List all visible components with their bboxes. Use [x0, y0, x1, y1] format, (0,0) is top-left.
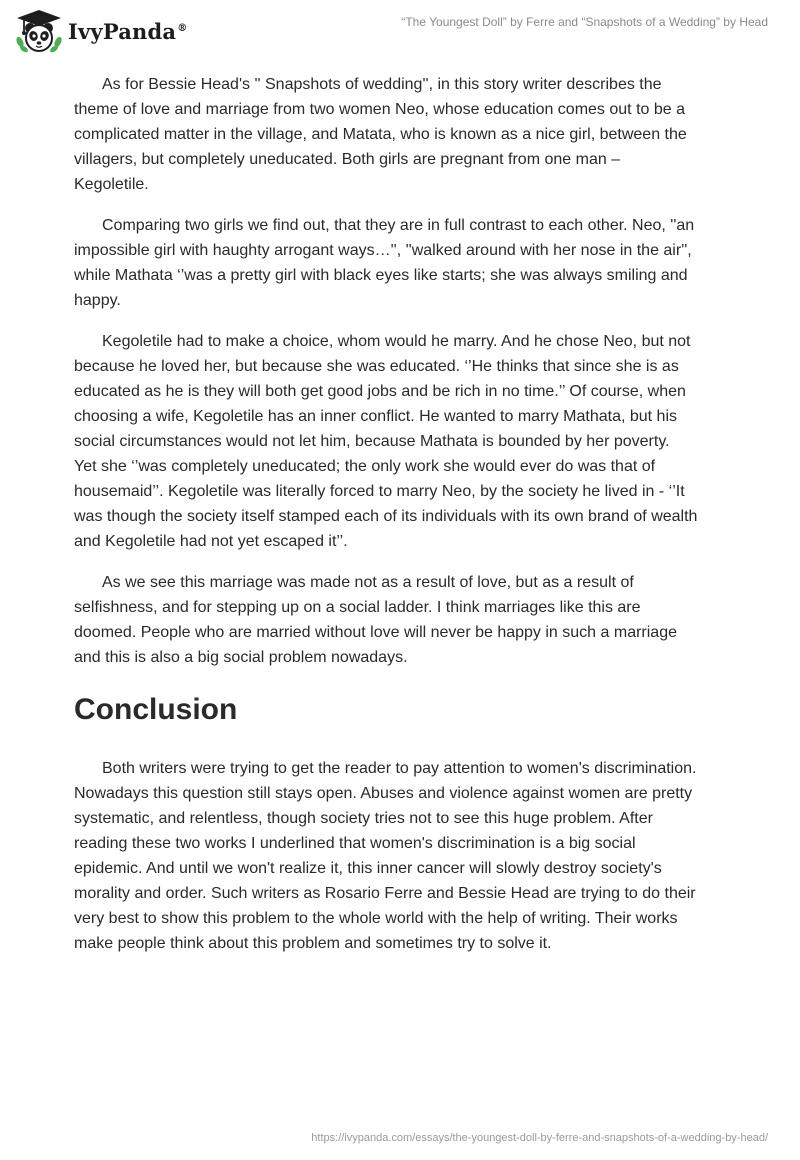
paragraph-line: doomed. People who are married without love will never be happy in such a marriage [74, 624, 677, 641]
paragraph-line: because he loved her, but because she was educated. ‘’He thinks that since she is as [74, 358, 679, 375]
paragraph-line: Comparing two girls we find out, that they are in full contrast to each other. Neo, ''an [102, 217, 695, 234]
paragraph-line: while Mathata ‘’was a pretty girl with black eyes like starts; she was always smiling and [74, 267, 688, 284]
conclusion-paragraph [74, 756, 729, 956]
paragraph-line: As we see this marriage was made not as a result of love, but as a result of [102, 574, 634, 591]
conclusion-heading: Conclusion [74, 693, 238, 726]
paragraph-line: epidemic. And until we won't realize it, this inner cancer will slowly destroy society's [74, 860, 662, 877]
paragraph-line: impossible girl with haughty arrogant ways…'', ''walked around with her nose in the air'', [74, 242, 692, 259]
paragraph-line: Yet she ‘’was completely uneducated; the only work she would ever do was that of [74, 458, 656, 475]
brand-logo[interactable] [14, 8, 187, 54]
paragraph-line: As for Bessie Head's '' Snapshots of wedding'', in this story writer describes the [102, 76, 662, 93]
paragraph-line: Kegoletile. [74, 176, 149, 193]
paragraph-line: and this is also a big social problem nowadays. [74, 649, 408, 666]
essay-title: “The Youngest Doll” by Ferre and “Snapshots of a Wedding” by Head [401, 15, 768, 29]
paragraph-line: theme of love and marriage from two women Neo, whose education comes out to be a [74, 101, 685, 118]
paragraph-line: housemaid’’. Kegoletile was literally forced to marry Neo, by the society he lived in - ‘’It [74, 483, 685, 500]
paragraph-line: Nowadays this question still stays open. Abuses and violence against women are pretty [74, 785, 693, 802]
brand-name: IvyPanda® [68, 18, 188, 44]
paragraph-line: reading these two works I underlined that women's discrimination is a big social [74, 835, 636, 852]
paragraph-line: make people think about this problem and sometimes try to solve it. [74, 935, 552, 952]
paragraph-2 [74, 213, 729, 313]
paragraph-line: choosing a wife, Kegoletile has an inner conflict. He wanted to marry Mathata, but his [74, 408, 677, 425]
paragraph-line: and Kegoletile had not yet escaped it’’. [74, 533, 348, 550]
registered-mark: ® [177, 22, 188, 34]
paragraph-line: Kegoletile had to make a choice, whom would he marry. And he chose Neo, but not [102, 333, 691, 350]
paragraph-line: selfishness, and for stepping up on a social ladder. I think marriages like this are [74, 599, 641, 616]
paragraph-line: was though the society itself stamped each of its individuals with its own brand of wealth [74, 508, 698, 525]
paragraph-line: happy. [74, 292, 121, 309]
source-url[interactable]: https://ivypanda.com/essays/the-youngest-doll-by-ferre-and-snapshots-of-a-wedding-by-head/ [311, 1132, 768, 1144]
paragraph-line: Both writers were trying to get the reader to pay attention to women's discrimination. [102, 760, 697, 777]
paragraph-line: systematic, and relentless, though society tries not to see this huge problem. After [74, 810, 653, 827]
panda-graduate-icon [14, 8, 64, 54]
paragraph-line: educated as he is they will both get good jobs and be rich in no time.’’ Of course, when [74, 383, 686, 400]
essay-content [74, 72, 729, 972]
page-header [0, 0, 800, 66]
paragraph-line: very best to show this problem to the whole world with the help of writing. Their works [74, 910, 678, 927]
paragraph-line: villagers, but completely uneducated. Both girls are pregnant from one man – [74, 151, 621, 168]
paragraph-line: social circumstances would not let him, because Mathata is bounded by her poverty. [74, 433, 670, 450]
paragraph-line: complicated matter in the village, and Matata, who is known as a nice girl, between the [74, 126, 687, 143]
paragraph-3 [74, 329, 729, 554]
paragraph-4 [74, 570, 729, 670]
paragraph-1 [74, 72, 729, 197]
paragraph-line: morality and order. Such writers as Rosario Ferre and Bessie Head are trying to do their [74, 885, 696, 902]
